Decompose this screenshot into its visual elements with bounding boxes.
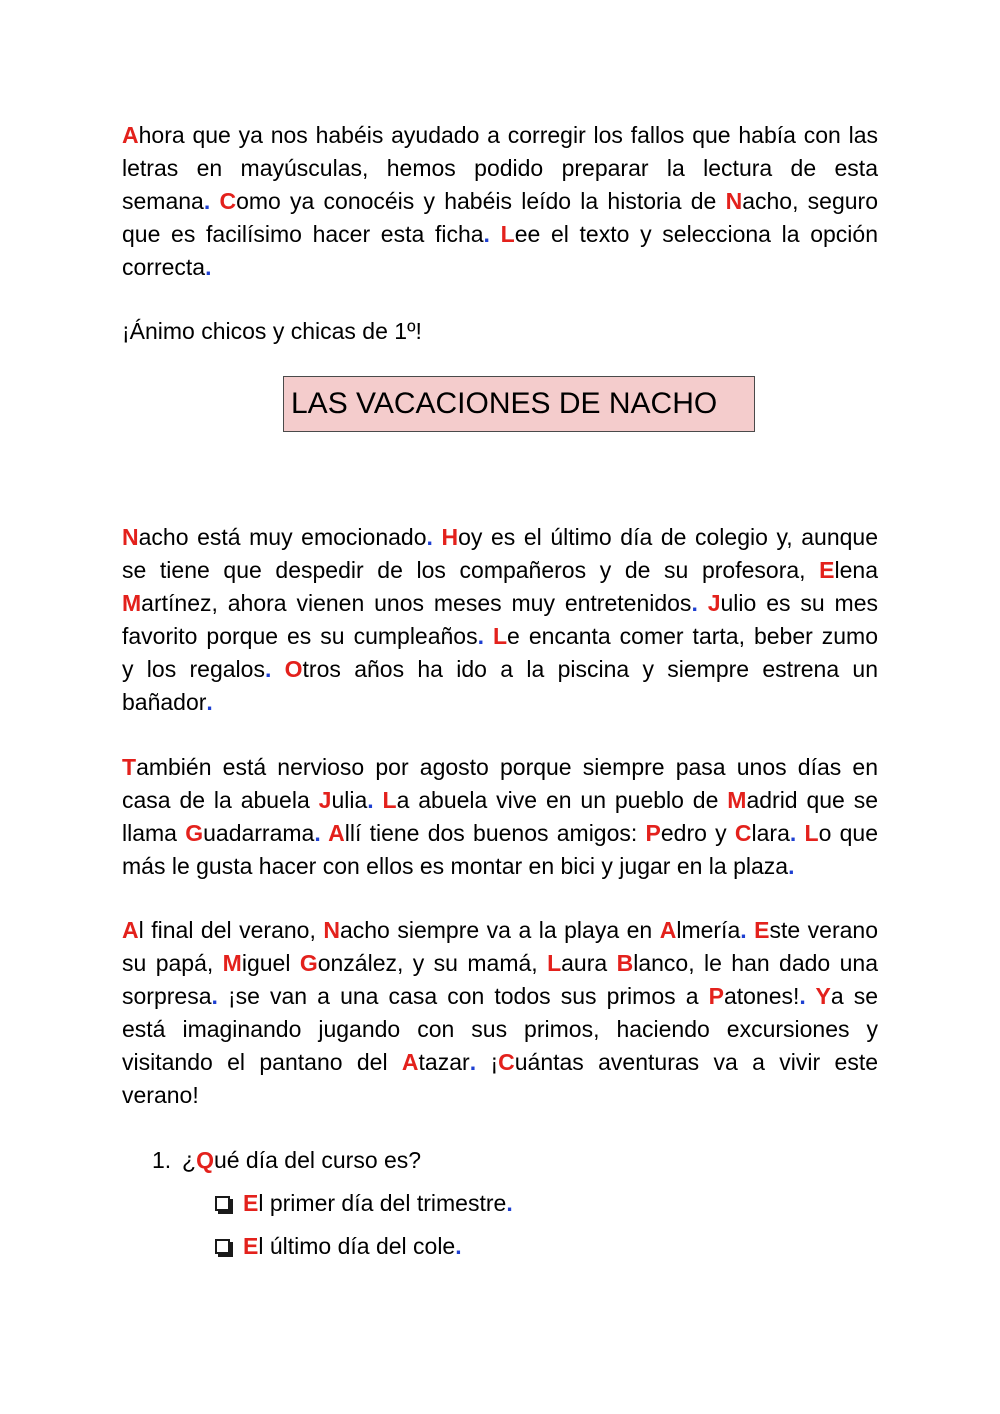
- text-line: [122, 251, 878, 284]
- text-run: lmería: [676, 917, 741, 943]
- highlighted-capital-letter: E: [243, 1233, 259, 1259]
- highlighted-capital-letter: M: [727, 787, 747, 813]
- highlighted-period: .: [426, 524, 442, 550]
- highlighted-capital-letter: M: [122, 590, 142, 616]
- text-line: [122, 119, 878, 152]
- text-run: llí tiene dos buenos amigos:: [344, 820, 646, 846]
- highlighted-capital-letter: L: [804, 820, 819, 846]
- highlighted-capital-letter: G: [299, 950, 318, 976]
- text-run: a abuela vive en un pueblo de: [396, 787, 728, 813]
- text-run: hora que ya nos habéis ayudado a corregir los fallos que había con las: [138, 122, 878, 148]
- text-line: [122, 817, 878, 850]
- text-run: uántas aventuras va a vivir este: [514, 1049, 878, 1075]
- text-run: está imaginando jugando con sus primos, haciendo excursiones y: [122, 1016, 878, 1042]
- text-run: y los regalos: [122, 656, 265, 682]
- highlighted-capital-letter: O: [284, 656, 303, 682]
- highlighted-capital-letter: C: [734, 820, 752, 846]
- text-run: ué día del curso es?: [213, 1147, 422, 1173]
- text-run: correcta: [122, 254, 206, 280]
- highlighted-period: .: [483, 221, 501, 247]
- question-1: [0, 1144, 1000, 1177]
- text-run: ¡se van a una casa con todos sus primos a: [227, 983, 709, 1009]
- text-line: [122, 185, 878, 218]
- highlighted-capital-letter: A: [122, 122, 139, 148]
- text-run: ulio es su mes: [720, 590, 878, 616]
- text-run: que es facilísimo hacer esta ficha: [122, 221, 484, 247]
- text-run: l final del verano,: [138, 917, 324, 943]
- highlighted-period: .: [455, 1233, 462, 1259]
- highlighted-capital-letter: A: [328, 820, 345, 846]
- text-run: ulia: [331, 787, 368, 813]
- text-line: [122, 653, 878, 686]
- text-line: [122, 850, 878, 883]
- highlighted-capital-letter: P: [708, 983, 724, 1009]
- text-line: [122, 521, 878, 554]
- highlighted-capital-letter: C: [498, 1049, 515, 1075]
- text-line: [122, 1046, 878, 1079]
- text-line: [122, 1013, 878, 1046]
- highlighted-capital-letter: G: [185, 820, 204, 846]
- text-run: o que: [818, 820, 879, 846]
- intro-paragraph: [122, 119, 878, 284]
- highlighted-capital-letter: J: [707, 590, 721, 616]
- highlighted-period: .: [799, 983, 816, 1009]
- text-run: tros años ha ido a la piscina y siempre estrena un: [302, 656, 878, 682]
- highlighted-capital-letter: M: [222, 950, 242, 976]
- text-line: [122, 587, 878, 620]
- highlighted-period: .: [203, 188, 220, 214]
- text-run: l primer día del trimestre: [258, 1190, 507, 1216]
- highlighted-capital-letter: L: [492, 623, 508, 649]
- text-run: ¿: [182, 1147, 197, 1173]
- highlighted-period: .: [740, 917, 755, 943]
- answer-option[interactable]: [0, 1230, 1000, 1263]
- highlighted-period: .: [788, 853, 795, 879]
- text-run: más le gusta hacer con ellos es montar en bici y jugar en la plaza: [122, 853, 789, 879]
- highlighted-capital-letter: J: [318, 787, 332, 813]
- text-run: onzález, y su mamá,: [317, 950, 548, 976]
- story-paragraph: [122, 914, 878, 1112]
- text-line: [122, 218, 878, 251]
- text-run: artínez, ahora vienen unos meses muy entretenidos: [141, 590, 692, 616]
- highlighted-capital-letter: A: [122, 917, 139, 943]
- highlighted-capital-letter: A: [401, 1049, 419, 1075]
- text-line: [122, 554, 878, 587]
- answer-option-text: [243, 1187, 513, 1220]
- highlighted-period: .: [367, 787, 383, 813]
- question-text: [182, 1144, 421, 1177]
- text-run: tazar: [418, 1049, 470, 1075]
- text-run: su papá,: [122, 950, 223, 976]
- text-run: iguel: [241, 950, 300, 976]
- highlighted-capital-letter: L: [500, 221, 515, 247]
- text-run: verano!: [122, 1082, 199, 1108]
- text-run: adrid que se: [746, 787, 879, 813]
- question-number: 1.: [152, 1147, 172, 1173]
- text-line: [122, 152, 878, 185]
- highlighted-capital-letter: Q: [196, 1147, 214, 1173]
- text-line: [122, 751, 878, 784]
- text-line: [122, 947, 878, 980]
- text-line: [122, 686, 878, 719]
- text-run: acho está muy emocionado: [138, 524, 427, 550]
- text-run: sorpresa: [122, 983, 212, 1009]
- highlighted-period: .: [789, 820, 805, 846]
- highlighted-capital-letter: E: [754, 917, 770, 943]
- highlighted-capital-letter: C: [219, 188, 237, 214]
- text-line: [122, 914, 878, 947]
- highlighted-capital-letter: L: [382, 787, 397, 813]
- text-run: edro y: [660, 820, 735, 846]
- text-run: ambién está nervioso por agosto porque siempre pasa unos días en: [136, 754, 878, 780]
- checkbox-icon[interactable]: [215, 1196, 230, 1211]
- text-run: visitando el pantano del: [122, 1049, 402, 1075]
- highlighted-capital-letter: Y: [815, 983, 831, 1009]
- checkbox-icon[interactable]: [215, 1239, 230, 1254]
- answer-option-text: [243, 1230, 462, 1263]
- story-paragraph: [122, 751, 878, 883]
- text-run: acho, seguro: [742, 188, 879, 214]
- highlighted-period: .: [691, 590, 708, 616]
- text-run: lena: [834, 557, 878, 583]
- text-run: atones!: [723, 983, 800, 1009]
- text-run: lanco, le han dado una: [633, 950, 878, 976]
- highlighted-period: .: [264, 656, 285, 682]
- text-run: favorito porque es su cumpleaños: [122, 623, 478, 649]
- highlighted-capital-letter: T: [122, 754, 137, 780]
- text-line: [122, 1079, 878, 1112]
- highlighted-period: .: [205, 254, 212, 280]
- text-run: semana: [122, 188, 204, 214]
- highlighted-capital-letter: L: [547, 950, 562, 976]
- highlighted-capital-letter: H: [441, 524, 459, 550]
- story-title: LAS VACACIONES DE NACHO: [291, 387, 718, 420]
- answer-option[interactable]: [0, 1187, 1000, 1220]
- text-line: [122, 620, 878, 653]
- text-run: ee el texto y selecciona la opción: [514, 221, 879, 247]
- highlighted-period: .: [211, 983, 228, 1009]
- text-run: llama: [122, 820, 186, 846]
- text-run: a se: [830, 983, 878, 1009]
- text-run: acho siempre va a la playa en: [339, 917, 660, 943]
- story-title-box: [283, 376, 755, 432]
- text-run: e encanta comer tarta, beber zumo: [507, 623, 879, 649]
- text-line: [122, 980, 878, 1013]
- highlighted-period: .: [206, 689, 213, 715]
- highlighted-capital-letter: P: [645, 820, 661, 846]
- text-run: l último día del cole: [258, 1233, 456, 1259]
- text-run: lara: [751, 820, 790, 846]
- highlighted-period: .: [469, 1049, 491, 1075]
- greeting-text: ¡Ánimo chicos y chicas de 1º!: [122, 318, 422, 344]
- text-run: letras en mayúsculas, hemos podido preparar la lectura de esta: [122, 155, 878, 181]
- highlighted-capital-letter: E: [243, 1190, 259, 1216]
- text-run: oy es el último día de colegio y, aunque: [458, 524, 879, 550]
- text-run: casa de la abuela: [122, 787, 319, 813]
- highlighted-period: .: [477, 623, 493, 649]
- highlighted-capital-letter: E: [819, 557, 835, 583]
- text-line: [122, 784, 878, 817]
- text-run: ste verano: [769, 917, 878, 943]
- text-run: uadarrama: [203, 820, 315, 846]
- highlighted-capital-letter: B: [616, 950, 634, 976]
- highlighted-capital-letter: A: [659, 917, 677, 943]
- text-run: ¡: [490, 1049, 499, 1075]
- story-paragraph: [122, 521, 878, 719]
- highlighted-period: .: [506, 1190, 513, 1216]
- highlighted-capital-letter: N: [122, 524, 139, 550]
- highlighted-period: .: [314, 820, 329, 846]
- text-run: bañador: [122, 689, 207, 715]
- text-run: omo ya conocéis y habéis leído la historia de: [236, 188, 726, 214]
- highlighted-capital-letter: N: [323, 917, 340, 943]
- text-run: aura: [561, 950, 617, 976]
- highlighted-capital-letter: N: [725, 188, 743, 214]
- text-run: se tiene que despedir de los compañeros y de su profesora,: [122, 557, 820, 583]
